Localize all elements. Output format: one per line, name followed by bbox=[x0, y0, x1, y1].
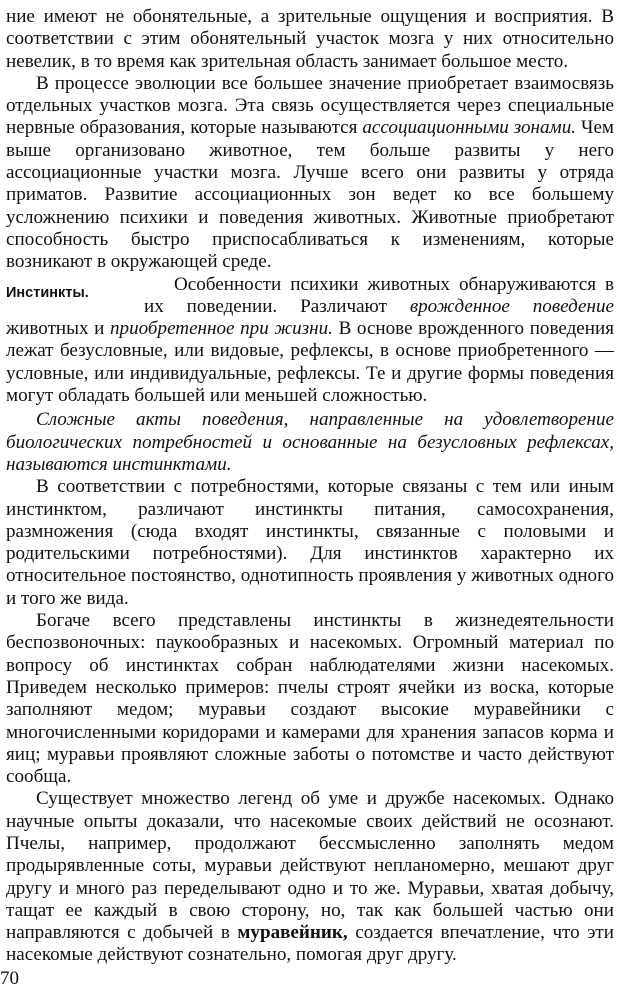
page-number: 70 bbox=[0, 968, 19, 989]
paragraph-1: ние имеют не обонятельные, а зрительные ощущения и восприятия. В соответствии с этим обонятельный участок мозга у них относительно невелик, в то время как зрительная область занимает большое место. bbox=[6, 6, 614, 72]
section-heading: Инстинкты. bbox=[6, 284, 89, 301]
term-innate-behavior: врожденное поведение bbox=[409, 295, 614, 317]
paragraph-2: В процессе эволюции все большее значение приобретает взаимосвязь отдельных участков мозга. Эта связь осуществляется через специальные нервные образования, которые называются ассоциационными зонами. Чем выше организовано животное, тем больше развиты у него ассоциационные участки мозга. Лучше всего они развиты у отряда приматов. Развитие ассоциационных зон ведет ко все большему усложнению психики и поведения животных. Животные приобретают способность быстро приспосабливаться к изменениям, которые возникают в окружающей среде. bbox=[6, 72, 615, 273]
text-column bbox=[6, 6, 614, 967]
paragraph-5: Богаче всего представлены инстинкты в жизнедеятельности беспозвоночных: паукообразных и насекомых. Огромный материал по вопросу об инстинктах собран наблюдателями жизни насекомых. Приведем несколько примеров: пчелы строят ячейки из воска, которые заполняют медом; муравьи создают высокие муравейники с многочисленными коридорами и камерами для хранения запасов корма и яиц; муравьи проявляют сложные заботы о потомстве и часто действуют сообща. bbox=[6, 610, 614, 788]
paragraph-6: Существует множество легенд об уме и дружбе насекомых. Однако научные опыты доказали, что насекомые своих действий не осознают. Пчелы, например, продолжают бессмысленно заполнять медом продырявленные соты, муравьи действуют непланомерно, мешают друг другу и много раз переделывают одно и то же. Муравьи, хватая добычу, тащат ее каждый в свою сторону, но, так как большей частью они направляются с добычей в муравейник, создается впечатление, что эти насекомые действуют сознательно, помогая друг другу. bbox=[6, 788, 614, 966]
definition-paragraph bbox=[6, 409, 614, 476]
bold-term-anthill: муравейник, bbox=[237, 922, 348, 944]
paragraph-3: Инстинкты. Особенности психики животных обнаруживаются в их поведении. Различают врожденное поведение животных и приобретенное при жизни. В основе врожденного поведения лежат безусловные, или видовые, рефлексы, в основе приобретенного — условные, или индивидуальные, рефлексы. Те и другие формы поведения могут обладать большей или меньшей сложностью. bbox=[6, 273, 614, 407]
term-acquired-behavior: приобретенное при жизни. bbox=[109, 318, 333, 340]
definition-text: Сложные акты поведения, направленные на удовлетворение биологических потребностей и основанные на безусловных рефлексах, называются инстинктами. bbox=[6, 409, 614, 475]
paragraph-4: В соответствии с потребностями, которые связаны с тем или иным инстинктом, различают инстинкты питания, самосохранения, размножения (сюда входят инстинкты, связанные с половыми и родительскими потребностями). Для инстинктов характерно их относительное постоянство, однотипность проявления у животных одного и того же вида. bbox=[6, 476, 614, 609]
term-association-zones: ассоциационными зонами. bbox=[362, 117, 577, 139]
